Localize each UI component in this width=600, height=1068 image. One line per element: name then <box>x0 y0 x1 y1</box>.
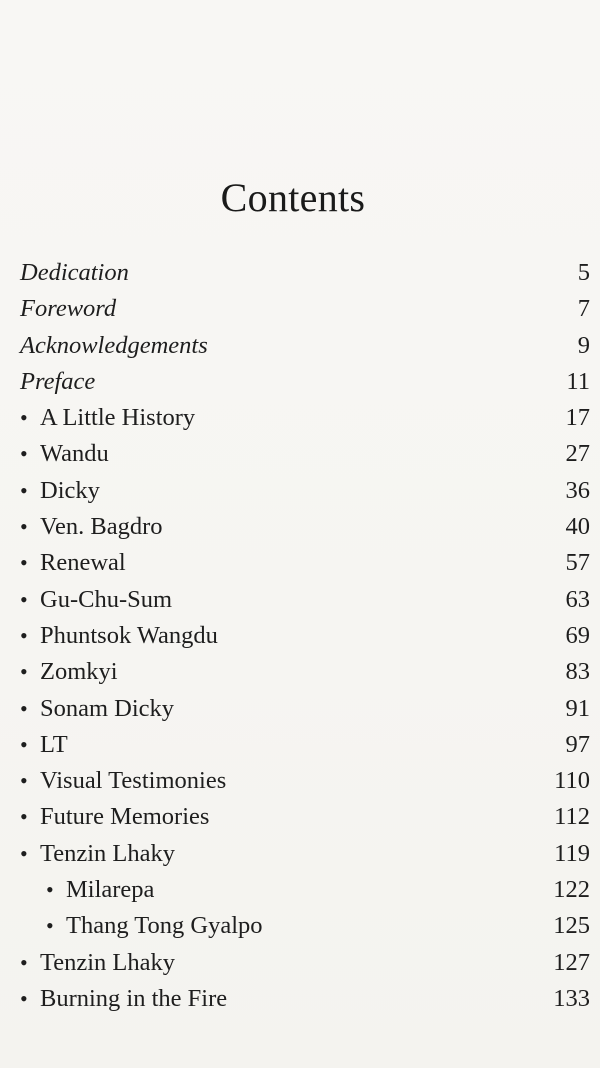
toc-entry-preface[interactable] <box>20 364 590 400</box>
toc-entry-label: A Little History <box>40 404 196 432</box>
toc-page-number: 125 <box>553 912 590 940</box>
toc-page-number: 69 <box>565 621 590 649</box>
toc-entry-label: Preface <box>20 367 96 395</box>
toc-entry-foreword[interactable] <box>20 291 590 327</box>
toc-page-number: 27 <box>565 440 590 468</box>
toc-page-number: 110 <box>554 767 590 795</box>
toc-page-number: 122 <box>553 876 590 904</box>
toc-page-number: 40 <box>565 513 590 541</box>
toc-page-number: 91 <box>565 694 590 722</box>
toc-entry-label: Tenzin Lhaky <box>40 948 176 976</box>
bullet-icon: • <box>46 913 54 939</box>
toc-entry-label: Ven. Bagdro <box>40 513 163 541</box>
toc-entry-visual-testimonies[interactable] <box>20 763 590 799</box>
toc-entry-tenzin-lhaky[interactable] <box>20 836 590 872</box>
toc-entry-milarepa[interactable] <box>20 872 590 908</box>
toc-entry-label: Thang Tong Gyalpo <box>66 912 263 940</box>
toc-page-number: 36 <box>565 476 590 504</box>
toc-entry-label: Wandu <box>40 440 109 468</box>
toc-entry-dedication[interactable] <box>20 255 590 291</box>
bullet-icon: • <box>20 985 28 1011</box>
toc-entry-burning-in-the-fire[interactable] <box>20 981 590 1017</box>
toc-entry-wandu[interactable] <box>20 436 590 472</box>
toc-page-number: 63 <box>565 585 590 613</box>
toc-page-number: 133 <box>553 984 590 1012</box>
toc-entry-phuntsok-wangdu[interactable] <box>20 618 590 654</box>
toc-entry-future-memories[interactable] <box>20 799 590 835</box>
toc-entry-tenzin-lhaky-2[interactable] <box>20 945 590 981</box>
toc-entry-label: LT <box>40 730 68 758</box>
toc-entry-label: Acknowledgements <box>20 331 208 359</box>
bullet-icon: • <box>20 405 28 431</box>
toc-entry-renewal[interactable] <box>20 545 590 581</box>
toc-page-number: 112 <box>554 803 590 831</box>
toc-page-number: 11 <box>566 367 590 395</box>
bullet-icon: • <box>20 441 28 467</box>
bullet-icon: • <box>20 949 28 975</box>
toc-entry-label: Tenzin Lhaky <box>40 839 176 867</box>
bullet-icon: • <box>46 877 54 903</box>
toc-entry-label: Gu-Chu-Sum <box>40 585 173 613</box>
toc-entry-label: Burning in the Fire <box>40 984 228 1012</box>
toc-page-number: 17 <box>565 404 590 432</box>
toc-entry-sonam-dicky[interactable] <box>20 691 590 727</box>
toc-page-number: 83 <box>565 658 590 686</box>
toc-entry-label: Dedication <box>20 259 129 286</box>
toc-entry-label: Visual Testimonies <box>40 767 227 795</box>
toc-page-number: 119 <box>554 839 590 867</box>
bullet-icon: • <box>20 659 28 685</box>
bullet-icon: • <box>20 695 28 721</box>
toc-entry-dicky[interactable] <box>20 473 590 509</box>
toc-page-number: 97 <box>565 730 590 758</box>
bullet-icon: • <box>20 622 28 648</box>
toc-entry-zomkyi[interactable] <box>20 654 590 690</box>
toc-entry-ven-bagdro[interactable] <box>20 509 590 545</box>
toc-entry-gu-chu-sum[interactable] <box>20 582 590 618</box>
toc-page-number: 57 <box>565 549 590 577</box>
bullet-icon: • <box>20 477 28 503</box>
toc-entry-label: Zomkyi <box>40 658 118 686</box>
toc-page-number: 127 <box>553 948 590 976</box>
bullet-icon: • <box>20 840 28 866</box>
toc-page-number: 9 <box>577 331 590 359</box>
toc-entry-label: Sonam Dicky <box>40 694 175 722</box>
toc-page-number: 7 <box>577 295 590 323</box>
table-of-contents <box>20 255 590 1017</box>
bullet-icon: • <box>20 731 28 757</box>
bullet-icon: • <box>20 586 28 612</box>
toc-entry-label: Phuntsok Wangdu <box>40 621 218 649</box>
bullet-icon: • <box>20 514 28 540</box>
toc-entry-a-little-history[interactable] <box>20 400 590 436</box>
toc-entry-label: Renewal <box>40 549 126 577</box>
toc-entry-label: Dicky <box>40 476 100 504</box>
toc-entry-thang-tong-gyalpo[interactable] <box>20 908 590 944</box>
bullet-icon: • <box>20 768 28 794</box>
toc-entry-label: Milarepa <box>66 876 155 904</box>
bullet-icon: • <box>20 550 28 576</box>
bullet-icon: • <box>20 804 28 830</box>
toc-entry-lt[interactable] <box>20 727 590 763</box>
toc-entry-label: Foreword <box>20 295 117 323</box>
toc-entry-acknowledgements[interactable] <box>20 328 590 364</box>
toc-page-number: 5 <box>577 259 590 286</box>
page-title: Contents <box>220 175 366 220</box>
toc-entry-label: Future Memories <box>40 803 210 831</box>
